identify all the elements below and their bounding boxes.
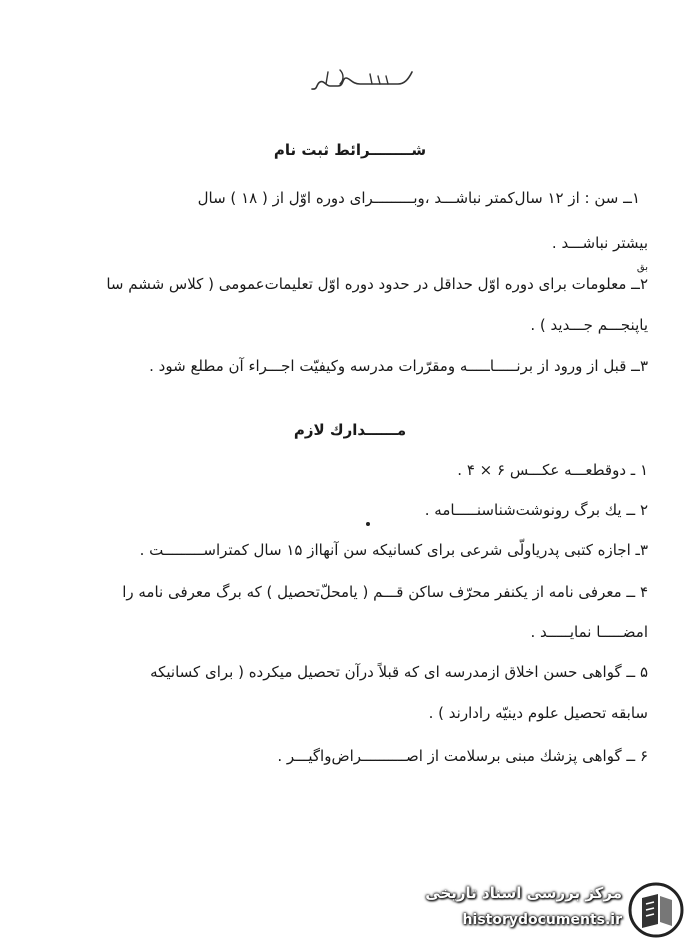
watermark-title: مرکز بررسی اسناد تاریخی <box>425 884 622 902</box>
handwritten-invocation <box>300 62 430 98</box>
document-line-5: ۵ ــ گواهی حسن اخلاق ازمدرسه ای که قبلاً درآن تحصیل میکرده ( برای کسانیکه <box>150 663 648 681</box>
condition-line-1: ۱ــ سن : از ۱۲ سال‌کمتر نباشـــد ،وبـــــــــرای دوره اوّل از ( ۱۸ ) سال <box>197 189 640 207</box>
condition-line-2: ۲ــ معلومات برای دوره اوّل حداقل در حدود دوره اوّل تعلیمات‌عمومی ( کلاس ششم سا <box>106 275 648 293</box>
ink-dot <box>366 522 370 526</box>
document-line-1: ۱ ـ دوقطعـــه عکـــس ۶ × ۴ . <box>457 461 648 479</box>
watermark-logo-icon <box>628 882 684 938</box>
watermark-url: historydocuments.ir <box>462 912 622 928</box>
watermark <box>404 880 694 942</box>
condition-line-1-cont: بیشتر نباشـــد . <box>551 234 648 252</box>
document-line-2: ۲ ــ یك برگ رونوشت‌شناسنـــــامه . <box>424 501 648 519</box>
condition-line-3: ۳ــ قبل از ورود از برنـــــاـــــه ومقرّرات مدرسه وکیفیّت اجـــراء آن مطلع شود . <box>149 357 648 375</box>
section-title-registration: شــــــــرائط ثبت نام <box>273 141 427 159</box>
section-title-documents: مــــــدارك لازم <box>293 421 407 439</box>
document-line-5-cont: سابقه تحصیل علوم دینیّه رادارند ) . <box>428 704 648 722</box>
document-line-4-cont: امضـــــا نمایـــــد . <box>530 623 648 641</box>
document-line-3: ۳ـ اجازه کتبی پدریاولّی شرعی برای کسانیکه سن آنهااز ۱۵ سال کمتراســـــــــت . <box>139 541 648 559</box>
margin-note: بق <box>636 262 648 273</box>
document-line-4: ۴ ــ معرفی نامه از یکنفر محرّف ساکن قـــم ( یامحلّ‌تحصیل ) که برگ معرفی نامه را <box>122 583 648 601</box>
condition-line-2-cont: یاپنجـــم جـــدید ) . <box>530 316 648 334</box>
document-line-6: ۶ ــ گواهی پزشك مبنی برسلامت از اصــــــــــراض‌واگیـــر . <box>277 747 648 765</box>
